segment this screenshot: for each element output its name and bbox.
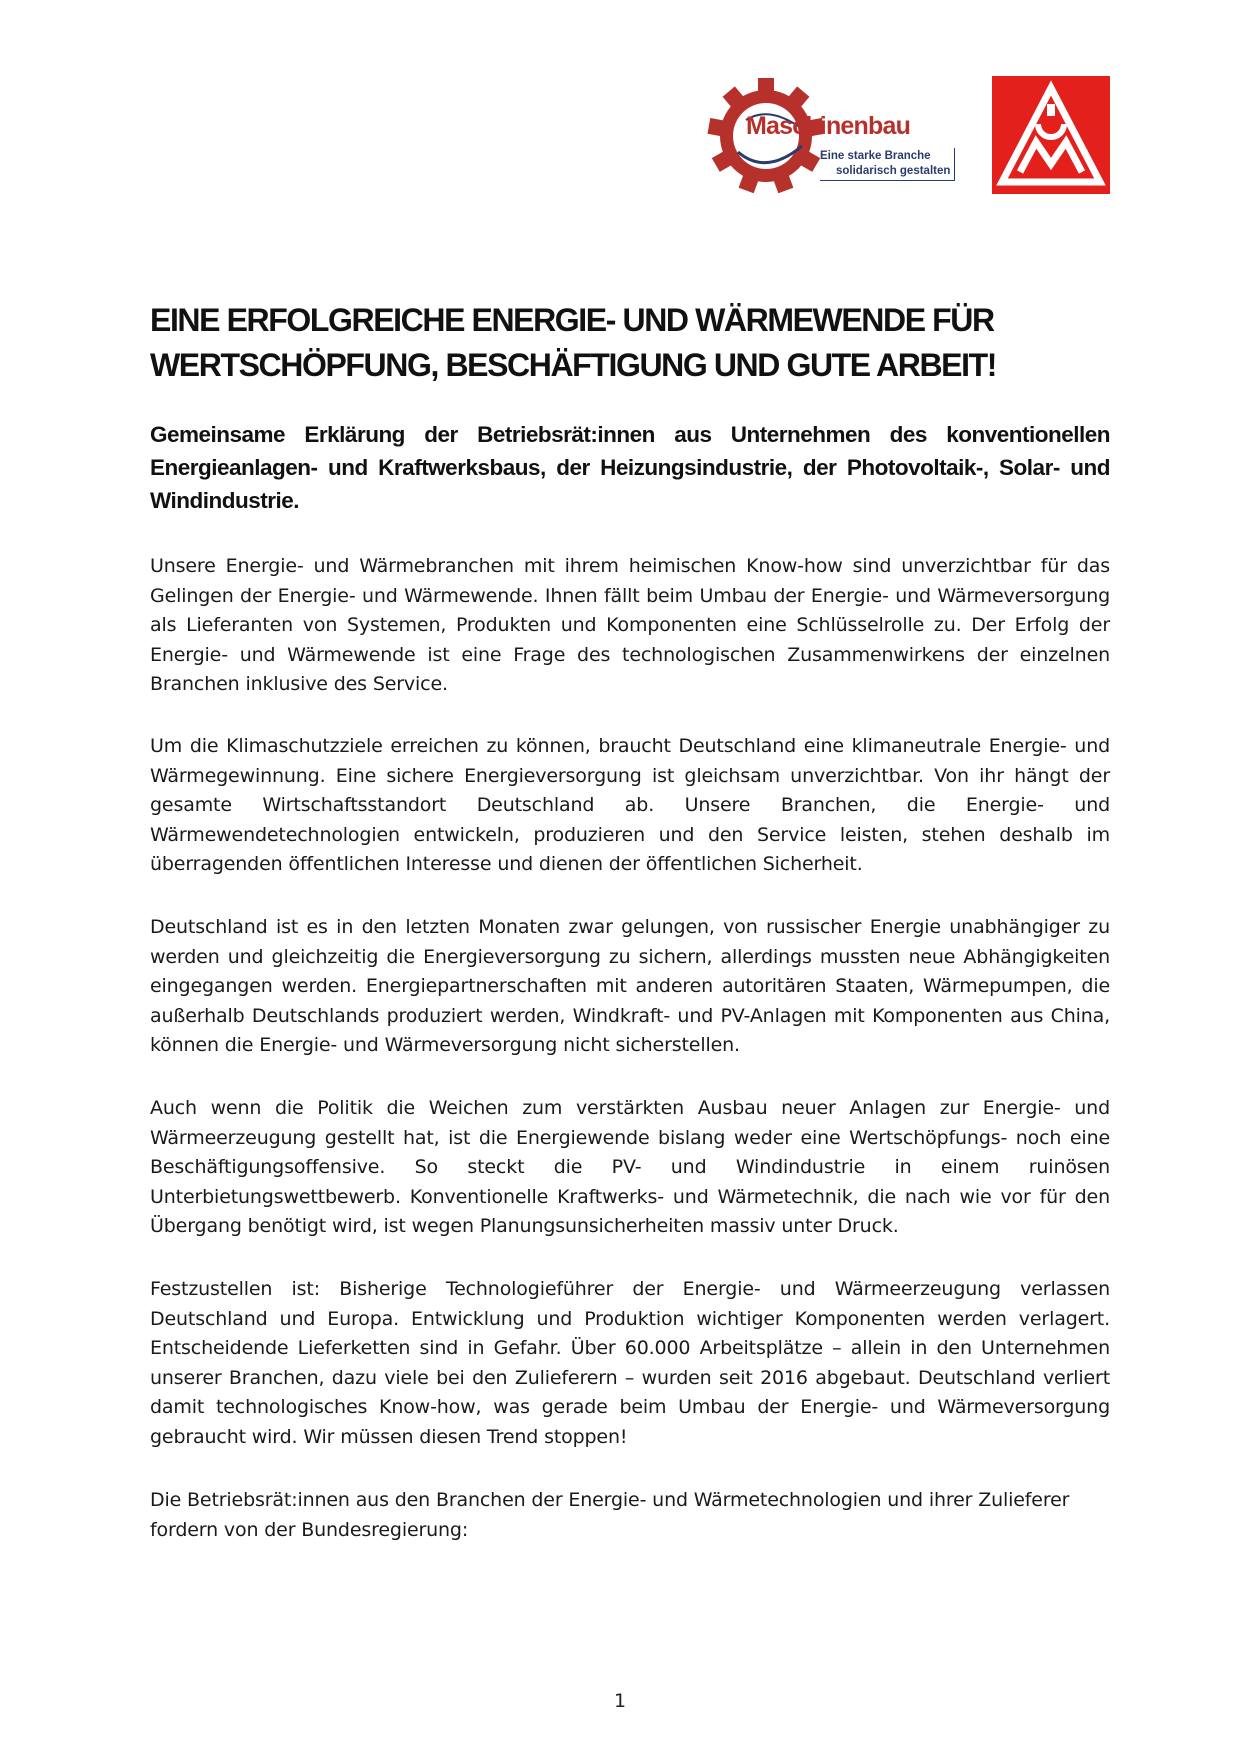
paragraph-6: Die Betriebsrät:innen aus den Branchen der Energie- und Wärmetechnologien und ihrer Zulieferer fordern von der Bundesregierung: xyxy=(150,1489,1070,1541)
maschinenbau-logo-subtitle xyxy=(820,148,955,181)
paragraph-4: Auch wenn die Politik die Weichen zum verstärkten Ausbau neuer Anlagen zur Energie- und Wärmeerzeugung gestellt hat, ist die Energiewende bislang weder eine Wertschöpfungs- noch eine Beschäftigungsoffensive. So steckt die PV- und Windindustrie in einem ruinösen Unterbietungswettbewerb. Konventionelle Kraftwerks- und Wärmetechnik, die nach wie vor für den Übergang benötigt wird, ist wegen Planungsunsicherheiten massiv unter Druck. xyxy=(150,1097,1110,1238)
maschinenbau-logo-subtitle-line2: solidarisch gestalten xyxy=(836,165,951,177)
paragraph-2: Um die Klimaschutzziele erreichen zu können, braucht Deutschland eine klimaneutrale Energie- und Wärmegewinnung. Eine sichere Energieversorgung ist gleichsam unverzichtbar. Von ihr hängt der gesamte Wirtschaftsstandort Deutschland ab. Unsere Branchen, die Energie- und Wärmewendetechnologien entwickeln, produzieren und den Service leisten, stehen deshalb im überragenden öffentlichen Interesse und dienen der öffentlichen Sicherheit. xyxy=(150,735,1110,876)
document-subtitle: Gemeinsame Erklärung der Betriebsrät:innen aus Unternehmen des konventionellen Energieanlagen- und Kraftwerksbaus, der Heizungsindustrie, der Photovoltaik-, Solar- und Windindustrie. xyxy=(150,422,1110,513)
maschinenbau-logo xyxy=(706,76,962,196)
paragraph-3: Deutschland ist es in den letzten Monaten zwar gelungen, von russischer Energie unabhängiger zu werden und gleichzeitig die Energieversorgung zu sichern, allerdings mussten neue Abhängigkeiten eingegangen werden. Energiepartnerschaften mit anderen autoritären Staaten, Wärmepumpen, die außerhalb Deutschlands produziert werden, Windkraft- und PV-Anlagen mit Komponenten aus China, können die Energie- und Wärmeversorgung nicht sicherstellen. xyxy=(150,916,1110,1057)
page-number: 1 xyxy=(613,1690,627,1712)
paragraph-5: Festzustellen ist: Bisherige Technologieführer der Energie- und Wärmeerzeugung verlassen Deutschland und Europa. Entwicklung und Produktion wichtiger Komponenten werden verlagert. Entscheidende Lieferketten sind in Gefahr. Über 60.000 Arbeitsplätze – allein in den Unternehmen unserer Branchen, dazu viele bei den Zulieferern – wurden seit 2016 abgebaut. Deutschland verliert damit technologisches Know-how, was gerade beim Umbau der Energie- und Wärmeversorgung gebraucht wird. Wir müssen diesen Trend stoppen! xyxy=(150,1278,1110,1448)
maschinenbau-logo-title: Maschinenbau xyxy=(746,112,911,140)
header-logos xyxy=(0,76,1240,200)
igm-logo-icon xyxy=(992,76,1110,194)
paragraph-1: Unsere Energie- und Wärmebranchen mit ihrem heimischen Know-how sind unverzichtbar für das Gelingen der Energie- und Wärmewende. Ihnen fällt beim Umbau der Energie- und Wärmeversorgung als Lieferanten von Systemen, Produkten und Komponenten eine Schlüsselrolle zu. Der Erfolg der Energie- und Wärmewende ist eine Frage des technologischen Zusammenwirkens der einzelnen Branchen inklusive des Service. xyxy=(150,555,1110,696)
document-title: EINE ERFOLGREICHE ENERGIE- UND WÄRMEWENDE FÜR WERTSCHÖPFUNG, BESCHÄFTIGUNG UND GUTE ARBEIT! xyxy=(150,302,997,383)
maschinenbau-logo-subtitle-line1: Eine starke Branche xyxy=(820,150,931,162)
igm-logo xyxy=(992,76,1110,194)
